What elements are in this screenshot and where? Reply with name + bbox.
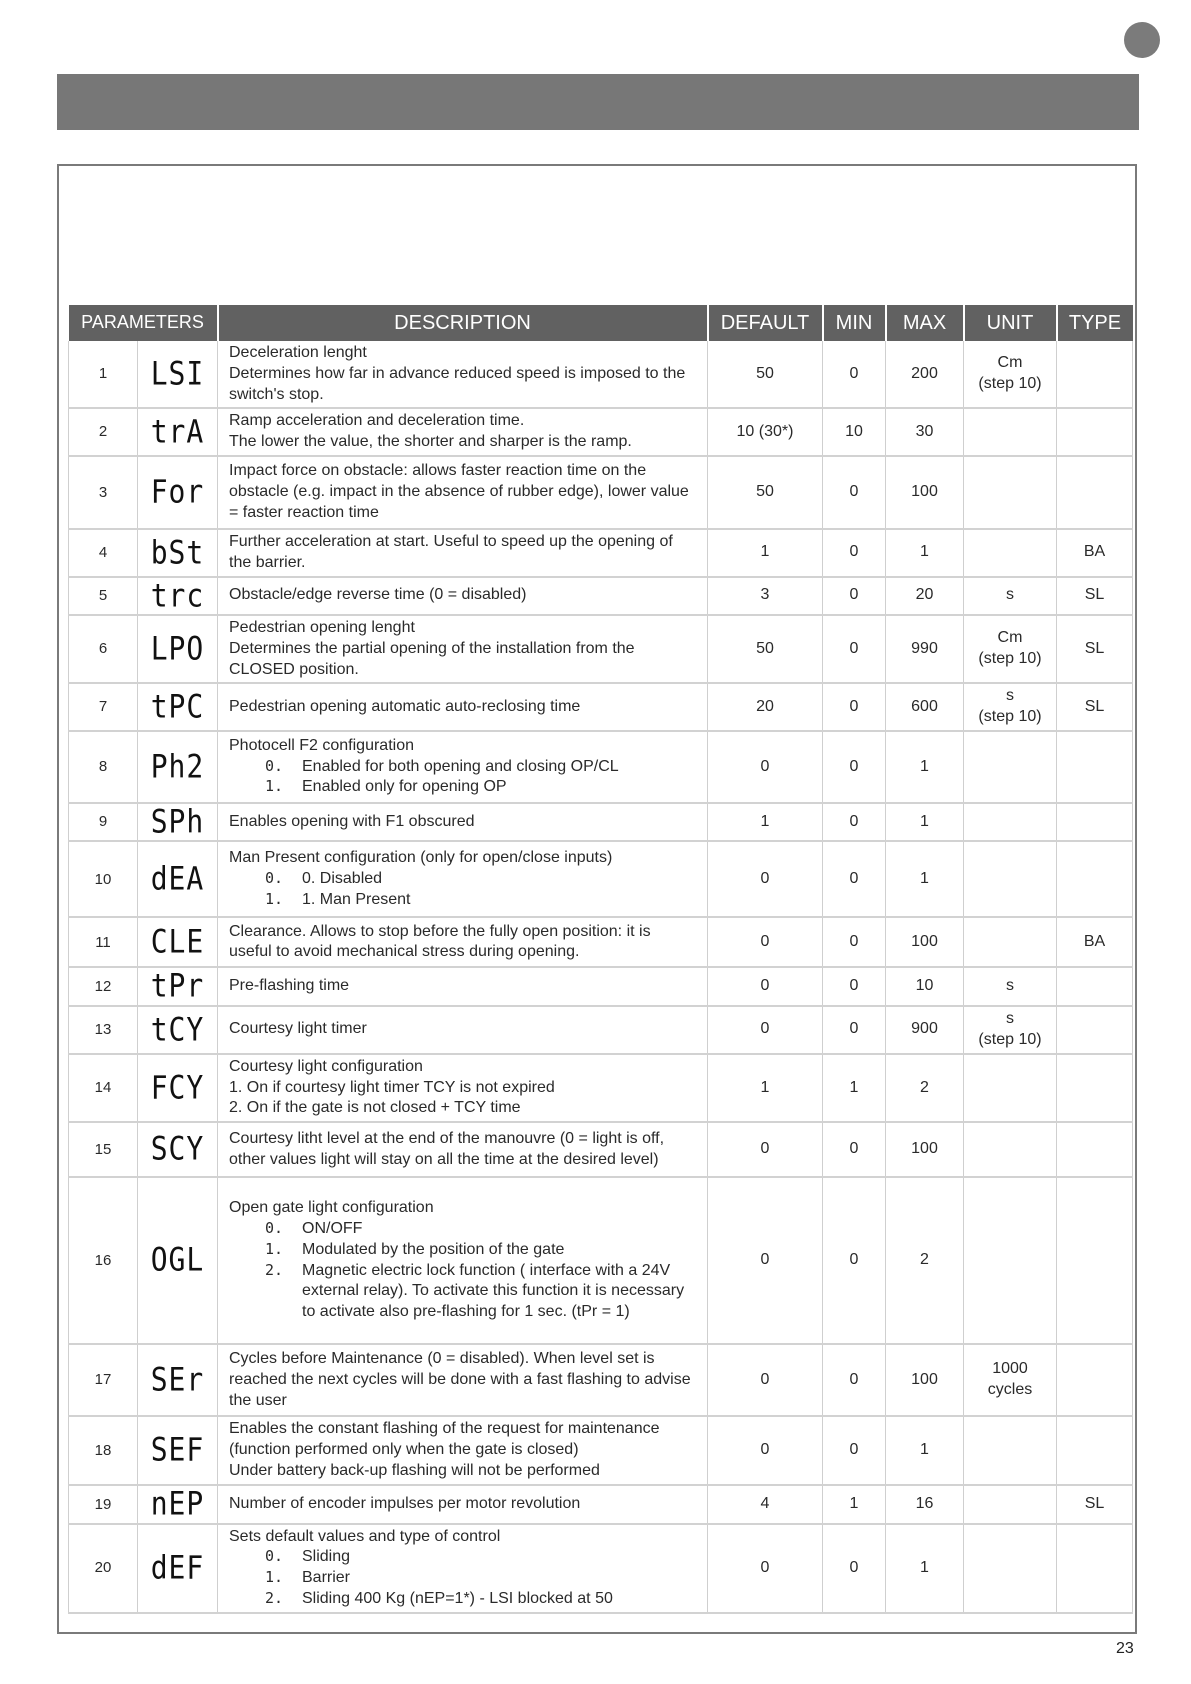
header-description: DESCRIPTION — [218, 305, 708, 341]
param-description — [218, 456, 708, 529]
option-text: Enabled only for opening OP — [302, 778, 507, 796]
param-description — [218, 615, 708, 683]
param-description — [218, 917, 708, 967]
param-code-cell — [138, 1416, 218, 1485]
max-value: 100 — [886, 456, 964, 529]
unit-line: Cm — [997, 629, 1023, 647]
option-number: 1. — [265, 1239, 284, 1258]
type-value — [1057, 341, 1133, 408]
min-value: 0 — [823, 967, 886, 1005]
unit-line: (step 10) — [978, 1030, 1042, 1048]
unit-value — [964, 1054, 1057, 1122]
param-display-code: tPr — [150, 966, 205, 1005]
param-number: 2 — [69, 408, 138, 456]
max-value: 2 — [886, 1054, 964, 1122]
max-value: 1 — [886, 529, 964, 577]
param-number: 12 — [69, 967, 138, 1005]
unit-value — [964, 1485, 1057, 1523]
header-default: DEFAULT — [708, 305, 823, 341]
param-description — [218, 1416, 708, 1485]
option-text: Barrier — [302, 1569, 351, 1587]
default-value: 10 (30*) — [708, 408, 823, 456]
default-value: 0 — [708, 1122, 823, 1177]
min-value: 0 — [823, 841, 886, 917]
max-value: 100 — [886, 1122, 964, 1177]
param-number: 9 — [69, 803, 138, 841]
default-value: 50 — [708, 615, 823, 683]
param-code-cell — [138, 1006, 218, 1054]
option-text: Enabled for both opening and closing OP/CL — [302, 757, 619, 775]
param-number: 15 — [69, 1122, 138, 1177]
table-row — [69, 803, 1133, 841]
option-number: 0. — [265, 756, 284, 775]
option-item — [229, 1568, 697, 1589]
param-number: 11 — [69, 917, 138, 967]
parameters-table — [68, 305, 1133, 1614]
param-display-code: CLE — [150, 922, 205, 961]
min-value: 1 — [823, 1485, 886, 1523]
unit-value — [964, 1177, 1057, 1344]
param-display-code: For — [150, 472, 205, 511]
min-value: 0 — [823, 1177, 886, 1344]
option-text: Modulated by the position of the gate — [302, 1240, 565, 1258]
description-line: 2. On if the gate is not closed + TCY time — [229, 1099, 521, 1117]
param-number: 19 — [69, 1485, 138, 1523]
type-value — [1057, 841, 1133, 917]
min-value: 0 — [823, 1416, 886, 1485]
description-line: Courtesy light timer — [229, 1020, 367, 1038]
max-value: 16 — [886, 1485, 964, 1523]
page-number: 23 — [1116, 1640, 1134, 1657]
param-number: 10 — [69, 841, 138, 917]
table-row — [69, 683, 1133, 731]
min-value: 0 — [823, 731, 886, 803]
param-number: 7 — [69, 683, 138, 731]
description-line: Impact force on obstacle: allows faster reaction time on the obstacle (e.g. impact in the absence of rubber edge), lower value = faster reaction time — [229, 462, 689, 521]
type-value — [1057, 803, 1133, 841]
unit-value — [964, 456, 1057, 529]
default-value: 0 — [708, 1177, 823, 1344]
table-row — [69, 1485, 1133, 1523]
param-description — [218, 1006, 708, 1054]
max-value: 10 — [886, 967, 964, 1005]
option-item — [229, 1261, 697, 1323]
type-value: SL — [1057, 577, 1133, 615]
default-value: 0 — [708, 1524, 823, 1613]
param-code-cell — [138, 967, 218, 1005]
min-value: 0 — [823, 1524, 886, 1613]
param-display-code: trA — [150, 412, 205, 451]
max-value: 30 — [886, 408, 964, 456]
description-line: The lower the value, the shorter and sharper is the ramp. — [229, 433, 632, 451]
option-number: 2. — [265, 1588, 284, 1607]
unit-line: s — [1006, 687, 1014, 705]
param-description — [218, 967, 708, 1005]
option-item — [229, 890, 697, 911]
option-number: 1. — [265, 777, 284, 796]
param-number: 4 — [69, 529, 138, 577]
param-number: 14 — [69, 1054, 138, 1122]
description-line: 1. On if courtesy light timer TCY is not expired — [229, 1078, 555, 1096]
param-display-code: trc — [150, 575, 205, 614]
default-value: 0 — [708, 917, 823, 967]
type-value: BA — [1057, 529, 1133, 577]
header-bar — [57, 74, 1139, 130]
description-line: Photocell F2 configuration — [229, 736, 414, 754]
param-display-code: tPC — [150, 687, 205, 726]
param-description — [218, 1344, 708, 1416]
option-item — [229, 777, 697, 798]
min-value: 0 — [823, 803, 886, 841]
param-code-cell — [138, 1122, 218, 1177]
table-row — [69, 1006, 1133, 1054]
unit-line: s — [1006, 977, 1014, 995]
param-display-code: SEr — [150, 1360, 205, 1399]
param-display-code: nEP — [150, 1484, 205, 1523]
option-text: Magnetic electric lock function ( interface with a 24V external relay). To activate this function it is necessary to activate also pre-flashing for 1 sec. (tPr = 1) — [302, 1261, 685, 1321]
max-value: 100 — [886, 917, 964, 967]
param-description — [218, 841, 708, 917]
unit-value — [964, 803, 1057, 841]
description-line: Courtesy litht level at the end of the manouvre (0 = light is off, other values light will stay on all the time at the desired level) — [229, 1129, 665, 1168]
min-value: 0 — [823, 683, 886, 731]
unit-line: s — [1006, 586, 1014, 604]
table-row — [69, 1122, 1133, 1177]
table-row — [69, 529, 1133, 577]
max-value: 1 — [886, 1416, 964, 1485]
param-number: 8 — [69, 731, 138, 803]
default-value: 0 — [708, 967, 823, 1005]
default-value: 0 — [708, 1416, 823, 1485]
unit-line: 1000 — [992, 1360, 1028, 1378]
min-value: 0 — [823, 529, 886, 577]
default-value: 20 — [708, 683, 823, 731]
param-display-code: SCY — [150, 1129, 205, 1168]
description-line: Deceleration lenght — [229, 344, 367, 361]
unit-value — [964, 1416, 1057, 1485]
type-value: SL — [1057, 683, 1133, 731]
max-value: 1 — [886, 803, 964, 841]
max-value: 1 — [886, 731, 964, 803]
description-line: Under battery back-up flashing will not be performed — [229, 1462, 600, 1480]
option-item — [229, 1240, 697, 1261]
param-description — [218, 1054, 708, 1122]
type-value: SL — [1057, 615, 1133, 683]
option-number: 1. — [265, 889, 284, 908]
type-value — [1057, 1177, 1133, 1344]
option-text: Sliding — [302, 1548, 351, 1566]
description-line: Pedestrian opening lenght — [229, 618, 415, 636]
description-line: Determines how far in advance reduced speed is imposed to the switch's stop. — [229, 364, 686, 403]
param-number: 20 — [69, 1524, 138, 1613]
type-value — [1057, 1416, 1133, 1485]
param-number: 6 — [69, 615, 138, 683]
option-item — [229, 1547, 697, 1568]
default-value: 4 — [708, 1485, 823, 1523]
description-line: Ramp acceleration and deceleration time. — [229, 412, 525, 430]
param-display-code: LPO — [150, 629, 205, 668]
unit-line: cycles — [987, 1381, 1033, 1399]
type-value — [1057, 967, 1133, 1005]
max-value: 2 — [886, 1177, 964, 1344]
option-text: Sliding 400 Kg (nEP=1*) - LSI blocked at 50 — [302, 1589, 613, 1607]
description-line: Courtesy light configuration — [229, 1057, 423, 1075]
max-value: 100 — [886, 1344, 964, 1416]
min-value: 0 — [823, 456, 886, 529]
param-code-cell — [138, 683, 218, 731]
max-value: 1 — [886, 1524, 964, 1613]
description-line: Number of encoder impulses per motor revolution — [229, 1494, 581, 1512]
default-value: 50 — [708, 341, 823, 408]
param-display-code: OGL — [150, 1240, 205, 1279]
unit-line: (step 10) — [978, 375, 1042, 393]
table-row — [69, 917, 1133, 967]
param-display-code: FCY — [150, 1068, 205, 1107]
param-number: 16 — [69, 1177, 138, 1344]
min-value: 0 — [823, 615, 886, 683]
min-value: 0 — [823, 341, 886, 408]
table-row — [69, 456, 1133, 529]
type-value — [1057, 1122, 1133, 1177]
max-value: 600 — [886, 683, 964, 731]
option-number: 0. — [265, 868, 284, 887]
description-line: Sets default values and type of control — [229, 1527, 501, 1545]
type-value: SL — [1057, 1485, 1133, 1523]
description-line: Obstacle/edge reverse time (0 = disabled) — [229, 586, 527, 604]
unit-value — [964, 1122, 1057, 1177]
param-code-cell — [138, 615, 218, 683]
unit-value — [964, 841, 1057, 917]
type-value — [1057, 731, 1133, 803]
unit-value — [964, 917, 1057, 967]
option-number: 0. — [265, 1219, 284, 1238]
header-min: MIN — [823, 305, 886, 341]
table-row — [69, 1344, 1133, 1416]
option-text: 1. Man Present — [302, 890, 411, 908]
param-code-cell — [138, 1054, 218, 1122]
unit-value — [964, 615, 1057, 683]
default-value: 50 — [708, 456, 823, 529]
default-value: 1 — [708, 1054, 823, 1122]
param-display-code: bSt — [150, 532, 205, 571]
param-code-cell — [138, 841, 218, 917]
option-number: 1. — [265, 1568, 284, 1587]
default-value: 3 — [708, 577, 823, 615]
unit-value — [964, 683, 1057, 731]
param-description — [218, 529, 708, 577]
table-row — [69, 1416, 1133, 1485]
table-row — [69, 1524, 1133, 1613]
param-display-code: dEA — [150, 859, 205, 898]
min-value: 0 — [823, 1006, 886, 1054]
param-number: 17 — [69, 1344, 138, 1416]
table-header-row — [69, 305, 1133, 341]
param-description — [218, 1485, 708, 1523]
type-value — [1057, 1524, 1133, 1613]
description-line: Further acceleration at start. Useful to speed up the opening of the barrier. — [229, 532, 673, 571]
param-description — [218, 731, 708, 803]
param-display-code: LSI — [150, 354, 205, 393]
header-parameters: PARAMETERS — [69, 305, 218, 341]
unit-line: (step 10) — [978, 650, 1042, 668]
unit-value — [964, 731, 1057, 803]
unit-value — [964, 1006, 1057, 1054]
min-value: 1 — [823, 1054, 886, 1122]
option-item — [229, 1219, 697, 1240]
param-code-cell — [138, 456, 218, 529]
default-value: 0 — [708, 1006, 823, 1054]
option-number: 0. — [265, 1547, 284, 1566]
param-number: 1 — [69, 341, 138, 408]
description-line: Enables the constant flashing of the request for maintenance (function performed only when the gate is closed) — [229, 1420, 660, 1459]
unit-value — [964, 1524, 1057, 1613]
param-number: 3 — [69, 456, 138, 529]
param-number: 5 — [69, 577, 138, 615]
param-description — [218, 408, 708, 456]
description-line: Clearance. Allows to stop before the fully open position: it is useful to avoid mechanical stress during opening. — [229, 922, 651, 961]
unit-value — [964, 967, 1057, 1005]
param-code-cell — [138, 408, 218, 456]
max-value: 990 — [886, 615, 964, 683]
param-description — [218, 341, 708, 408]
table-row — [69, 1177, 1133, 1344]
param-description — [218, 1177, 708, 1344]
unit-value — [964, 341, 1057, 408]
param-description — [218, 803, 708, 841]
min-value: 0 — [823, 1344, 886, 1416]
unit-line: Cm — [997, 354, 1023, 372]
option-text: ON/OFF — [302, 1220, 363, 1238]
description-line: Man Present configuration (only for open/close inputs) — [229, 849, 613, 867]
header-max: MAX — [886, 305, 964, 341]
param-code-cell — [138, 1344, 218, 1416]
default-value: 1 — [708, 803, 823, 841]
option-item — [229, 1589, 697, 1610]
option-item — [229, 869, 697, 890]
table-row — [69, 967, 1133, 1005]
table-row — [69, 577, 1133, 615]
unit-line: s — [1006, 1009, 1014, 1027]
table-row — [69, 731, 1133, 803]
param-code-cell — [138, 731, 218, 803]
param-code-cell — [138, 803, 218, 841]
param-code-cell — [138, 577, 218, 615]
type-value — [1057, 456, 1133, 529]
table-row — [69, 408, 1133, 456]
param-display-code: SPh — [150, 802, 205, 841]
max-value: 200 — [886, 341, 964, 408]
type-value — [1057, 1054, 1133, 1122]
param-number: 13 — [69, 1006, 138, 1054]
header-unit: UNIT — [964, 305, 1057, 341]
param-code-cell — [138, 1177, 218, 1344]
option-text: 0. Disabled — [302, 869, 383, 887]
param-display-code: dEF — [150, 1548, 205, 1587]
table-row — [69, 841, 1133, 917]
min-value: 0 — [823, 577, 886, 615]
param-description — [218, 577, 708, 615]
description-line: Pedestrian opening automatic auto-reclosing time — [229, 697, 581, 715]
param-code-cell — [138, 917, 218, 967]
max-value: 20 — [886, 577, 964, 615]
param-display-code: tCY — [150, 1009, 205, 1048]
unit-value — [964, 529, 1057, 577]
param-code-cell — [138, 1485, 218, 1523]
default-value: 1 — [708, 529, 823, 577]
header-type: TYPE — [1057, 305, 1133, 341]
default-value: 0 — [708, 1344, 823, 1416]
description-line: Enables opening with F1 obscured — [229, 812, 475, 830]
description-line: Determines the partial opening of the installation from the CLOSED position. — [229, 639, 635, 678]
max-value: 1 — [886, 841, 964, 917]
min-value: 0 — [823, 1122, 886, 1177]
option-number: 2. — [265, 1260, 284, 1279]
type-value — [1057, 1344, 1133, 1416]
corner-dot — [1124, 22, 1160, 58]
table-row — [69, 615, 1133, 683]
param-display-code: SEF — [150, 1430, 205, 1469]
unit-value — [964, 577, 1057, 615]
param-display-code: Ph2 — [150, 747, 205, 786]
param-number: 18 — [69, 1416, 138, 1485]
param-code-cell — [138, 1524, 218, 1613]
description-line: Pre-flashing time — [229, 977, 350, 995]
param-code-cell — [138, 529, 218, 577]
param-description — [218, 1524, 708, 1613]
param-description — [218, 683, 708, 731]
param-description — [218, 1122, 708, 1177]
description-line: Open gate light configuration — [229, 1199, 434, 1217]
type-value — [1057, 408, 1133, 456]
unit-line: (step 10) — [978, 708, 1042, 726]
table-row — [69, 341, 1133, 408]
unit-value — [964, 1344, 1057, 1416]
option-item — [229, 757, 697, 778]
description-line: Cycles before Maintenance (0 = disabled). When level set is reached the next cycles will be done with a fast flashing to advise the user — [229, 1349, 691, 1409]
type-value: BA — [1057, 917, 1133, 967]
type-value — [1057, 1006, 1133, 1054]
default-value: 0 — [708, 841, 823, 917]
min-value: 0 — [823, 917, 886, 967]
table-row — [69, 1054, 1133, 1122]
max-value: 900 — [886, 1006, 964, 1054]
default-value: 0 — [708, 731, 823, 803]
unit-value — [964, 408, 1057, 456]
param-code-cell — [138, 341, 218, 408]
min-value: 10 — [823, 408, 886, 456]
